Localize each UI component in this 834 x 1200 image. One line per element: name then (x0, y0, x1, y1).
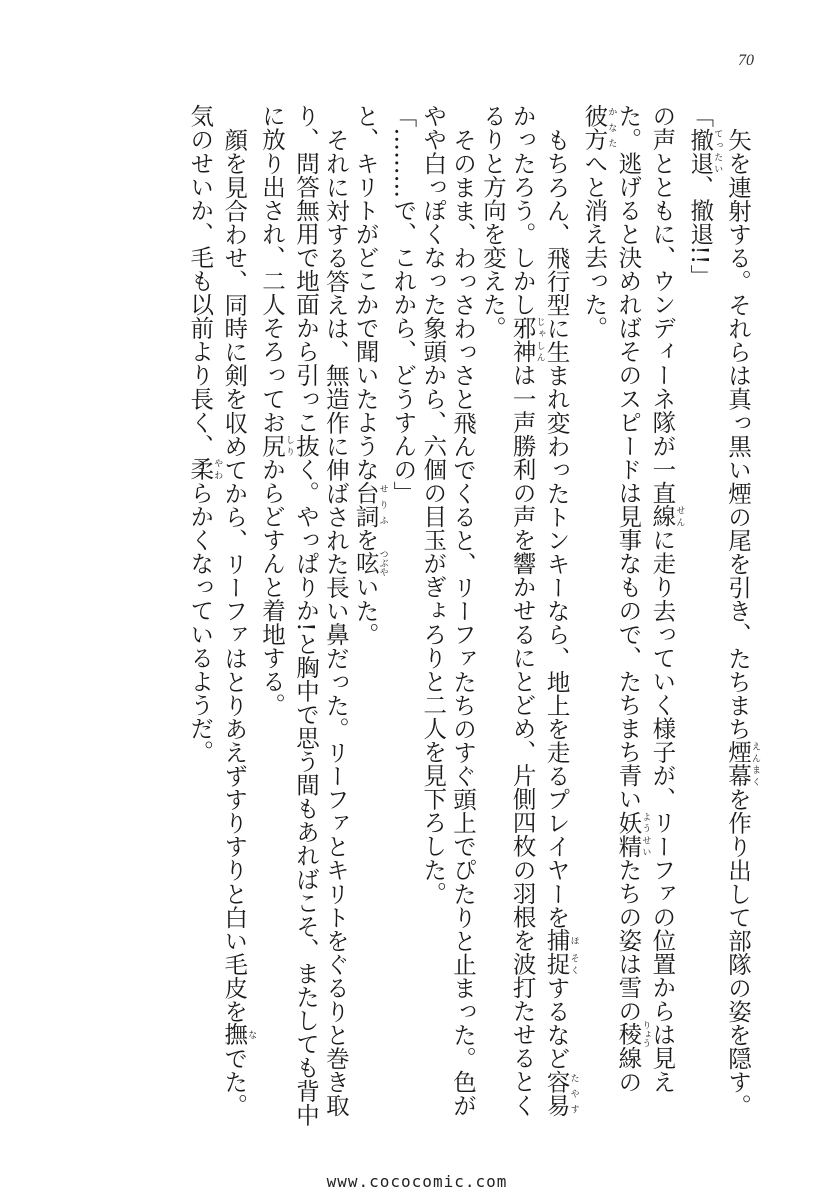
paragraph-p1: 矢を連射する。それらは真っ黒い煙の尾を引き、たちまち煙幕えんまくを作り出して部隊の姿を隠す。 (724, 127, 760, 1117)
paragraph-p5: そのまま、わっさわっさと飛んでくると、リーファたちのすぐ頭上でぴたりと止まった。色がやや白っぽくなった象頭から、六個の目玉がぎょろりと二人を見下ろした。 (419, 104, 478, 1117)
paragraph-p9: 顔を見合わせ、同時に剣を収めてから、リーファはとりあえずすりすりと白い毛皮を撫なでた。気のせいか、毛も以前より長く、柔やわらかくなっているようだ。 (186, 104, 257, 1117)
page-number: 70 (738, 52, 754, 69)
paragraph-p3: の声とともに、ウンディーネ隊が一直線せんに走り去っていく様子が、リーファの位置からは見えた。逃げると決めればそのスピードは見事なもので、たちまち青い妖精ようせいたちの姿は雪の稜りょう線の彼方かなたへと消え去った。 (580, 104, 685, 1094)
paragraph-p6: 「………で、これから、どうすんの」 (389, 104, 418, 505)
body-text (84, 104, 760, 1134)
paragraph-p8: それに対する答えは、無造作に伸ばされた長い鼻だった。リーファとキリトをぐるりと巻き取り、問答無用で地面から引っこ抜く。やっぱりか!と胸中で思う間もあればこそ、またしても背中に放り出され、二人そろってお尻しりからどすんと着地する。 (258, 104, 350, 1127)
paragraph-p2: 「撤退てったい、撤退!!」 (686, 104, 723, 288)
paragraph-p4: もちろん、飛行型に生まれ変わったトンキーなら、地上を走るプレイヤーを捕ほ捉そくするなど容易たやすかったろう。しかし邪神じゃしんは一声勝利の声を響かせるにとどめ、片側四枚の羽根を波打たせるとくるりと方向を変えた。 (478, 104, 579, 1117)
paragraph-p7: と、キリトがどこかで聞いたような台詞せりふを呟つぶやいた。 (351, 104, 388, 646)
footer-url: www.cococomic.com (326, 1172, 508, 1191)
